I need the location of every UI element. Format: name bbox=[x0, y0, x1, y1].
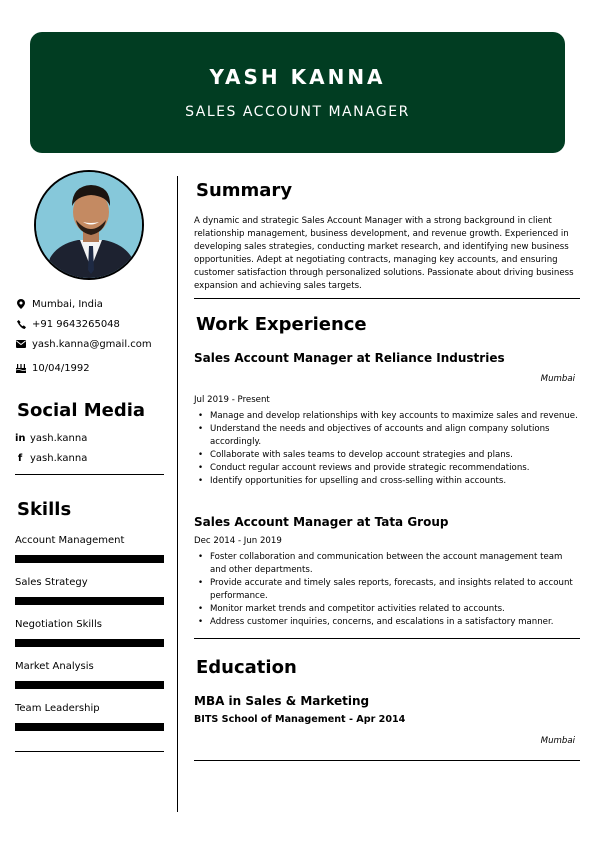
birthday-cake-icon bbox=[15, 362, 27, 374]
list-item: • Foster collaboration and communication between the account management team and other departments. bbox=[194, 551, 580, 577]
avatar-illustration bbox=[36, 172, 144, 280]
social-item-facebook bbox=[15, 453, 87, 464]
facebook-handle: yash.kanna bbox=[30, 453, 88, 464]
skill-label: Team Leadership bbox=[15, 703, 100, 714]
contact-location bbox=[15, 298, 103, 310]
list-item: • Conduct regular account reviews and provide strategic recommendations. bbox=[194, 462, 580, 475]
job-dates: Dec 2014 - Jun 2019 bbox=[194, 536, 282, 546]
candidate-name: YASH KANNA bbox=[209, 65, 386, 89]
education-divider bbox=[194, 760, 580, 761]
linkedin-handle: yash.kanna bbox=[30, 433, 88, 444]
contact-email bbox=[15, 338, 152, 350]
summary-text: A dynamic and strategic Sales Account Manager with a strong background in client relationship management, business development, and revenue growth. Experienced in developing sales strategies, conducting market research, and identifying new business opportunities. Adept at negotiating contracts, managing key accounts, and ensuring customer satisfaction through personalized solutions. Passionate about driving business expansion and achieving sales targets. bbox=[194, 216, 574, 291]
education-location: Mumbai bbox=[540, 736, 575, 746]
job-location: Mumbai bbox=[540, 374, 575, 384]
phone-icon bbox=[15, 318, 27, 330]
list-item: • Provide accurate and timely sales reports, forecasts, and insights related to account performance. bbox=[194, 577, 580, 603]
skill-label: Market Analysis bbox=[15, 661, 94, 672]
location-text: Mumbai, India bbox=[32, 298, 103, 310]
email-text: yash.kanna@gmail.com bbox=[32, 338, 152, 350]
skills-divider bbox=[15, 751, 164, 752]
column-divider bbox=[177, 176, 178, 812]
skills-heading: Skills bbox=[17, 499, 72, 520]
skill-bar bbox=[15, 723, 164, 731]
list-item: • Address customer inquiries, concerns, and escalations in a satisfactory manner. bbox=[194, 616, 580, 629]
social-divider bbox=[15, 474, 164, 475]
phone-text: +91 9643265048 bbox=[32, 318, 120, 330]
list-item: • Understand the needs and objectives of accounts and align company solutions accordingly. bbox=[194, 423, 580, 449]
summary-divider bbox=[194, 298, 580, 299]
degree-title: MBA in Sales & Marketing bbox=[194, 694, 370, 708]
skill-bar bbox=[15, 597, 164, 605]
map-pin-icon bbox=[15, 298, 27, 310]
candidate-title: SALES ACCOUNT MANAGER bbox=[185, 104, 410, 120]
social-item-linkedin bbox=[15, 433, 87, 444]
experience-heading: Work Experience bbox=[196, 314, 367, 335]
skill-label: Account Management bbox=[15, 535, 125, 546]
contact-birthdate bbox=[15, 362, 90, 374]
job-responsibilities bbox=[194, 551, 580, 629]
summary-heading: Summary bbox=[196, 180, 293, 201]
list-item: • Manage and develop relationships with key accounts to maximize sales and revenue. bbox=[194, 410, 580, 423]
skill-label: Sales Strategy bbox=[15, 577, 88, 588]
list-item: • Collaborate with sales teams to develop account strategies and plans. bbox=[194, 449, 580, 462]
job-title: Sales Account Manager at Tata Group bbox=[194, 515, 449, 529]
school-name: BITS School of Management - Apr 2014 bbox=[194, 714, 406, 725]
header-banner bbox=[30, 32, 565, 153]
contact-phone bbox=[15, 318, 120, 330]
envelope-icon bbox=[15, 338, 27, 350]
education-heading: Education bbox=[196, 657, 297, 678]
social-heading: Social Media bbox=[17, 400, 146, 421]
job-dates: Jul 2019 - Present bbox=[194, 395, 270, 405]
experience-divider bbox=[194, 638, 580, 639]
list-item: • Monitor market trends and competitor activities related to accounts. bbox=[194, 603, 580, 616]
skill-bar bbox=[15, 555, 164, 563]
birthdate-text: 10/04/1992 bbox=[32, 362, 90, 374]
profile-photo bbox=[34, 170, 144, 280]
job-responsibilities bbox=[194, 410, 580, 488]
linkedin-icon: in bbox=[15, 433, 26, 444]
facebook-icon: f bbox=[17, 453, 23, 464]
job-title: Sales Account Manager at Reliance Industries bbox=[194, 351, 505, 365]
list-item: • Identify opportunities for upselling and cross-selling within accounts. bbox=[194, 475, 580, 488]
skill-label: Negotiation Skills bbox=[15, 619, 102, 630]
skill-bar bbox=[15, 639, 164, 647]
skill-bar bbox=[15, 681, 164, 689]
